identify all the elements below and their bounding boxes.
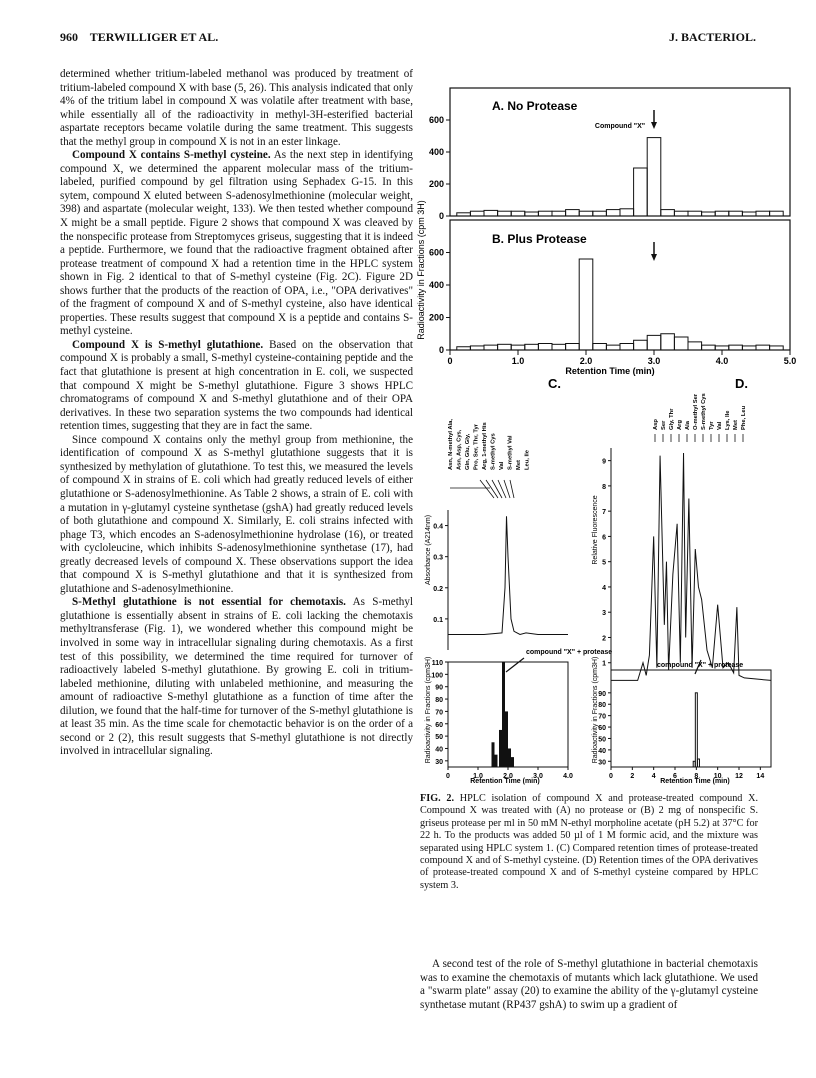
amino-acid-label: Ser	[661, 420, 667, 430]
histogram-bar	[620, 209, 634, 216]
y-tick-label: 90	[598, 690, 606, 698]
x-tick-label: 0	[447, 356, 453, 366]
x-tick-label: 8	[694, 773, 699, 780]
panel-c-absorbance	[433, 510, 568, 650]
d-fl-ylabel: Relative Fluorescence	[592, 495, 599, 565]
amino-acid-label: Val	[499, 461, 505, 470]
d-rad-ylabel: Radioactivity in Fractions (cpm3H)	[592, 656, 599, 764]
c-xlabel: Retention Time (min)	[470, 778, 540, 785]
histogram-bar	[457, 213, 471, 216]
histogram-bar	[470, 346, 484, 350]
amino-acid-label: S-methyl Cys	[490, 433, 497, 470]
histogram-bar	[525, 212, 539, 216]
radioactivity-bar	[492, 742, 495, 767]
x-tick-label: 3.0	[647, 356, 661, 366]
paragraph	[60, 68, 413, 149]
arrow-head	[651, 254, 657, 261]
label-pointer	[510, 480, 514, 498]
y-tick-label: 70	[435, 709, 443, 717]
y-tick-label: 40	[435, 746, 443, 754]
histogram-bar	[770, 346, 784, 350]
section-heading: S-Methyl glutathione is not essential for chemotaxis.	[72, 596, 346, 609]
y-tick-label: 100	[431, 672, 443, 680]
y-tick-label: 30	[598, 759, 606, 767]
amino-acid-label: S-methyl Val	[507, 435, 514, 470]
c-rad-ylabel: Radioactivity in Fractions (cpm3H)	[425, 656, 432, 764]
histogram-bar	[525, 344, 539, 350]
amino-acid-label: Gln, Glu, Gly,	[465, 433, 471, 470]
y-tick-label: 0.3	[433, 554, 443, 562]
x-tick-label: 3.0	[533, 773, 543, 780]
y-tick-label: 90	[435, 684, 443, 692]
journal-name: J. BACTERIOL.	[668, 30, 756, 44]
y-tick-label: 600	[428, 115, 444, 125]
y-tick-label: 0.4	[433, 523, 443, 531]
d-xlabel: Retention Time (min)	[660, 778, 730, 785]
c-amino-acid-labels	[448, 419, 531, 498]
panel-a	[429, 88, 790, 221]
y-tick-label: 200	[428, 179, 444, 189]
histogram-bar	[552, 211, 566, 216]
y-tick-label: 0	[438, 211, 444, 221]
left-column-text	[60, 68, 413, 759]
panel-b	[429, 220, 796, 366]
paragraph-text: As S-methyl glutathione is essentially absent in strains of E. coli lacking the chemotaxis methyltransferase (Fig. 1), we wondered whether this compound might be involved in some way in intracellular signaling during chemotaxis. As a first test of this possibility, we determined the time required for turnover of radioactively labeled S-methyl glutathione. By growing E. coli in tritium-labeled methionine, diluting with unlabeled methionine, and measuring the amount of radioactive S-methyl glutathione as a function of time after the dilution, we found that the half-time for turnover of the S-methyl glutathione is at least 35 min. As the time scale for chemotactic behavior is on the order of a second or 2 (2), this result suggests that S-methyl glutathione is not directly involved in intracellular signaling.	[60, 596, 413, 758]
histogram-bar	[566, 210, 580, 216]
amino-acid-label: Tyr	[709, 421, 715, 430]
amino-acid-label: Lys, Ile	[725, 410, 731, 430]
x-tick-label: 2.0	[503, 773, 513, 780]
histogram-bar	[756, 345, 770, 350]
d-amino-acid-labels	[653, 393, 747, 442]
paragraph-text: Since compound X contains only the methyl group from methionine, the identification of compound X as S-methyl glutathione suggests that it is synthesized by methylation of glutathione. To test this, we measured the levels of compound X in strains of E. coli which had greatly reduced levels of either glutathione or S-adenosylmethionine. As Table 2 shows, a strain of E. coli with a mutation in γ-glutamyl cysteine synthetase (gshA) had greatly reduced levels of both glutathione and compound X. Similarly, E. coli strains infected with phage T3, which encodes an S-adenosylmethionine hydrolase (16), or treated with cycloleucine, which inhibits S-adenosylmethionine synthetase (17), had greatly decreased levels of compound X. These observations support the idea that compound X is S-methyl glutathione and that it is synthesized from glutathione and S-adenosylmethionine.	[60, 433, 413, 595]
radioactivity-bar	[505, 711, 508, 767]
y-tick-label: 110	[431, 660, 443, 667]
ylabel-ab: Radioactivity in Fractions (cpm 3H)	[416, 200, 426, 340]
x-tick-label: 12	[735, 773, 743, 780]
histogram-bar	[702, 212, 716, 216]
y-tick-label: 600	[428, 247, 444, 258]
histogram-bar	[484, 210, 498, 216]
paragraph	[60, 434, 413, 597]
histogram-bar	[715, 211, 729, 216]
y-tick-label: 60	[598, 725, 606, 733]
section-heading: Compound X contains S-methyl cysteine.	[72, 149, 271, 162]
radioactivity-bar	[502, 662, 505, 767]
histogram-bar	[661, 210, 675, 216]
caption-label: FIG. 2.	[420, 793, 455, 804]
paragraph	[60, 339, 413, 434]
histogram-bar	[593, 344, 607, 351]
running-header-left	[60, 30, 218, 45]
right-column-text	[420, 958, 758, 1012]
histogram-bar	[634, 168, 648, 216]
arrow-head	[651, 122, 657, 129]
panel-d-title: D.	[735, 376, 748, 391]
histogram-bar	[770, 211, 784, 216]
y-tick-label: 80	[598, 702, 606, 710]
histogram-bar	[566, 344, 580, 351]
histogram-bar	[674, 337, 688, 350]
panel-c-radioactivity	[431, 658, 573, 780]
y-tick-label: 3	[602, 610, 606, 618]
radioactivity-bar	[508, 748, 511, 767]
author-line: TERWILLIGER ET AL.	[89, 30, 219, 44]
xlabel-ab: Retention Time (min)	[565, 366, 655, 376]
radioactivity-bar	[495, 755, 498, 767]
paragraph-text: determined whether tritium-labeled methanol was produced by treatment of tritium-labeled compound X with base (5, 26). This analysis indicated that only 4% of the tritium label in compound X was volatile after treatment with base, while essentially all of the radioactivity in methyl-3H-esterified bacterial aspartate receptors became volatile during the same treatment. This suggests that the methyl group in compound X is not in an ester linkage.	[60, 68, 413, 148]
x-tick-label: 2	[630, 773, 635, 780]
amino-acid-label: Asn, N-methyl Ala,	[448, 418, 454, 470]
y-tick-label: 50	[598, 736, 606, 744]
figure-caption	[420, 793, 758, 892]
x-tick-label: 5.0	[783, 356, 797, 366]
amino-acid-label: Arg, 1-methyl His	[482, 422, 488, 470]
panel-b-title: B. Plus Protease	[492, 232, 587, 246]
histogram-bar	[484, 345, 498, 350]
y-tick-label: 9	[602, 458, 606, 466]
x-tick-label: 4	[651, 773, 656, 780]
amino-acid-label: Arg	[677, 420, 683, 430]
y-tick-label: 6	[602, 534, 606, 542]
x-tick-label: 6	[673, 773, 677, 780]
y-tick-label: 80	[435, 697, 443, 705]
histogram-bar	[593, 211, 607, 216]
y-tick-label: 40	[598, 747, 606, 755]
paragraph: A second test of the role of S-methyl glutathione in bacterial chemotaxis was to examine the chemotaxis of mutants which lack glutathione. We used a "swarm plate" assay (20) to examine the ability of the γ-glutamyl cysteine synthetase mutant (RP437 gshA) to swim up a gradient of	[420, 958, 758, 1011]
x-tick-label: 1.0	[473, 773, 483, 780]
y-tick-label: 5	[602, 559, 606, 567]
fluorescence-trace	[611, 453, 771, 680]
x-tick-label: 0	[609, 773, 613, 780]
y-tick-label: 200	[428, 312, 444, 323]
amino-acid-label: Asn, Asp, Cys,	[456, 429, 463, 470]
d-protease-label: compound "X" + protease	[657, 662, 744, 669]
c-abs-ylabel: Absorbance (A214nm)	[425, 514, 432, 586]
histogram-bar	[729, 211, 743, 216]
x-tick-label: 2.0	[579, 356, 593, 366]
histogram-bar	[715, 346, 729, 350]
x-tick-label: 0	[446, 773, 450, 780]
amino-acid-label: Asp	[653, 419, 659, 430]
amino-acid-label: Leu, Ile	[524, 450, 531, 470]
y-tick-label: 400	[428, 280, 444, 290]
panel-a-title: A. No Protease	[492, 99, 578, 113]
histogram-bar	[620, 344, 634, 351]
x-tick-label: 4.0	[563, 773, 573, 780]
amino-acid-label: O-methyl Ser	[693, 393, 699, 430]
histogram-bar	[457, 347, 471, 350]
histogram-bar	[538, 211, 552, 216]
x-tick-label: 14	[756, 773, 765, 780]
y-tick-label: 7	[602, 509, 606, 517]
amino-acid-label: Gly, Thr	[669, 408, 675, 430]
absorbance-trace	[448, 516, 568, 634]
y-tick-label: 0	[438, 345, 444, 355]
y-tick-label: 0.1	[433, 616, 443, 624]
y-tick-label: 4	[602, 584, 606, 592]
histogram-bar	[511, 345, 525, 350]
histogram-bar	[742, 346, 756, 350]
histogram-bar	[606, 345, 620, 350]
y-tick-label: 30	[435, 758, 443, 766]
amino-acid-label: Ala	[685, 420, 691, 430]
histogram-bar	[470, 211, 484, 216]
histogram-bar	[498, 211, 512, 216]
y-tick-label: 400	[428, 147, 444, 157]
amino-acid-label: Met	[733, 420, 739, 430]
y-tick-label: 0.2	[433, 585, 443, 593]
annotation-arrow	[506, 658, 524, 672]
amino-acid-label: Met	[516, 460, 522, 470]
x-tick-label: 4.0	[715, 356, 729, 366]
histogram-bar	[579, 211, 593, 216]
amino-acid-label: Pro, Ser, Thr, Tyr	[473, 424, 480, 470]
histogram-bar	[634, 340, 648, 350]
histogram-bar	[702, 345, 716, 350]
label-pointer	[492, 480, 502, 498]
paragraph	[60, 596, 413, 759]
histogram-bar	[647, 335, 661, 350]
panel-d-fluorescence	[602, 448, 771, 688]
c-protease-label: compound "X" + protease	[526, 649, 613, 656]
amino-acid-label: Phe, Leu	[741, 405, 747, 430]
radioactivity-bar	[511, 757, 514, 767]
page-number: 960	[60, 30, 78, 44]
caption-text: HPLC isolation of compound X and protease-treated compound X. Compound X was treated with (A) no protease or (B) 2 mg of nonspecific S. griseus protease per ml in 50 mM N-ethyl morpholine acetate (pH 5.2) at 37°C for 22 h. To the products was added 50 µl of 1 M formic acid, and the mixture was separated using HPLC system 1. (C) Compared retention times of protease-treated compound X and of S-methyl cysteine. (D) Retention times of the OPA derivatives of protease-treated compound X and of S-methyl cysteine compared by HPLC system 3.	[420, 793, 758, 891]
plot-frame	[611, 670, 771, 767]
histogram-bar	[756, 211, 770, 216]
y-tick-label: 60	[435, 721, 443, 729]
histogram-bar	[538, 344, 552, 351]
histogram-bar	[606, 210, 620, 216]
y-tick-label: 8	[602, 483, 606, 491]
figure-2-d	[585, 370, 785, 790]
y-tick-label: 1	[602, 660, 606, 668]
y-tick-label: 70	[598, 713, 606, 721]
radioactivity-bar	[499, 730, 502, 767]
x-tick-label: 1.0	[511, 356, 525, 366]
radioactivity-bar	[695, 693, 697, 767]
compound-x-label: Compound "X"	[594, 123, 646, 130]
histogram-bar	[688, 342, 702, 350]
histogram-bar	[498, 344, 512, 350]
histogram-bar	[552, 344, 566, 350]
x-tick-label: 10	[713, 773, 722, 780]
histogram-bar	[688, 211, 702, 216]
paragraph-text: Based on the observation that compound X is probably a small, S-methyl cysteine-containing peptide and the fact that glutathione is present at high concentration in E. coli, we suspected that compound X might be S-methyl glutathione. Figure 3 shows HPLC chromatograms of compound X and S-methyl glutathione and of their OPA derivatives. In these two separation systems the two compounds had identical retention times, suggesting that they are in fact the same.	[60, 338, 413, 433]
radioactivity-bar	[697, 759, 699, 767]
amino-acid-label: S-methyl Cys	[701, 393, 707, 430]
histogram-bar	[674, 211, 688, 216]
panel-c-title: C.	[548, 376, 561, 391]
y-tick-label: 50	[435, 734, 443, 742]
y-tick-label: 2	[602, 635, 606, 643]
figure-2-ab	[410, 80, 810, 380]
paragraph	[60, 149, 413, 339]
section-heading: Compound X is S-methyl glutathione.	[72, 338, 264, 351]
histogram-bar	[579, 259, 593, 350]
histogram-bar	[729, 345, 743, 350]
histogram-bar	[511, 211, 525, 216]
paragraph-text: As the next step in identifying compound X, we determined the apparent molecular mass of the tritium-labeled, purified compound by gel filtration using Sephadex G-15. In this sytem, compound X eluted between S-adenosylmethionine (molecular weight, 398) and aspartate (molecular weight, 133). We then tested whether compound X might be a small peptide. Figure 2 shows that compound X was cleaved by the nonspecific protease from Streptomyces griseus, suggesting that it is indeed a peptide. Furthermore, we found that the radioactive fragment obtained after protease treatment of compound X had a retention time in the HPLC system shown in Fig. 2 identical to that of S-methyl cysteine (Fig. 2C). Figure 2D shows further that the products of the reaction of OPA, i.e., "OPA derivatives" of the fragment of compound X and of S-methyl cysteine, also have identical properties. These results suggest that compound X is a peptide and contains S-methyl cysteine.	[60, 149, 413, 338]
amino-acid-label: Val	[717, 421, 723, 430]
histogram-bar	[742, 212, 756, 216]
histogram-bar	[647, 138, 661, 216]
histogram-bar	[661, 334, 675, 350]
